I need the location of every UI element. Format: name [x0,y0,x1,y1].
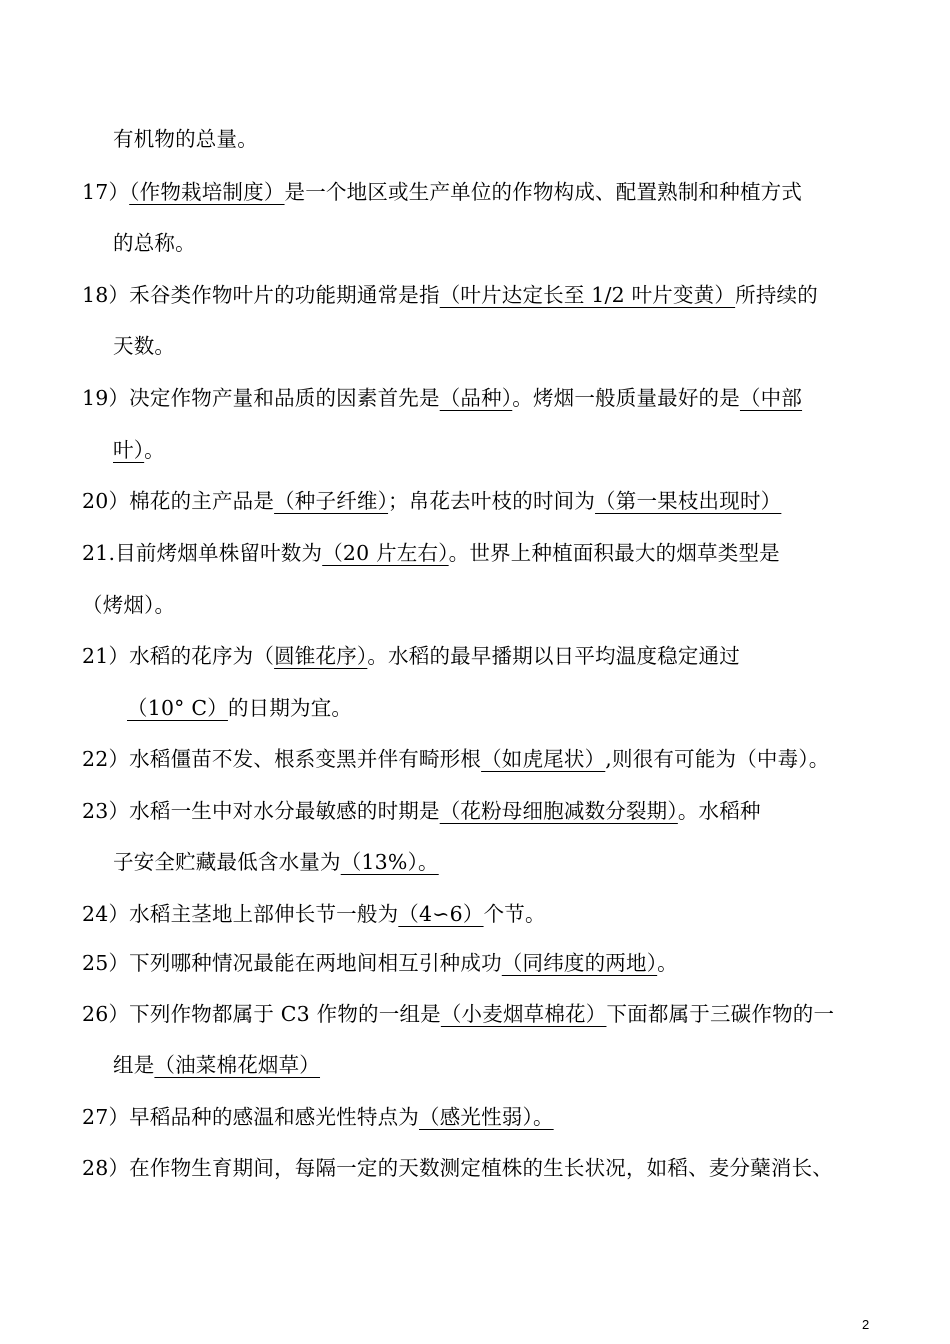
page-number: 2 [862,1317,870,1332]
text-segment: （烤烟）。 [82,593,176,617]
answer-underlined: （油菜棉花烟草） [154,1053,321,1077]
text-segment: 下面都属于三碳作物的一 [606,1002,835,1026]
text-line-3 [113,229,196,257]
text-line-11 [82,642,740,670]
answer-underlined: （感光性弱）。 [419,1105,554,1129]
answer-underlined: （叶片达定长至 1/2 叶片变黄） [439,283,736,307]
text-segment: 天数。 [113,334,176,358]
text-line-4 [82,281,818,309]
text-segment: 。 [144,438,165,462]
text-segment: 20）棉花的主产品是 [82,489,275,513]
text-line-19 [113,1051,320,1079]
text-segment: 所持续的 [735,283,818,307]
answer-underlined: 圆锥花序） [274,644,368,668]
text-line-12 [127,694,352,722]
text-line-1 [113,125,258,153]
text-segment: 23）水稻一生中对水分最敏感的时期是 [82,799,440,823]
text-segment: 有机物的总量。 [113,127,258,151]
answer-underlined: （20 片左右） [322,541,449,565]
text-line-21 [82,1154,833,1182]
text-segment: 22）水稻僵苗不发、根系变黑并伴有畸形根 [82,747,482,771]
text-segment: 。世界上种植面积最大的烟草类型是 [448,541,780,565]
text-segment: 17） [82,180,130,204]
answer-underlined: （花粉母细胞减数分裂期） [439,799,678,823]
text-line-16 [82,900,546,928]
answer-underlined: （13%）。 [340,850,439,874]
answer-underlined: （作物栽培制度） [129,180,285,204]
text-segment: 24）水稻主茎地上部伸长节一般为 [82,902,399,926]
text-line-20 [82,1103,554,1131]
text-line-14 [82,797,761,825]
text-segment: 21）水稻的花序为（ [82,644,275,668]
text-segment: 26）下列作物都属于 C3 作物的一组是 [82,1002,441,1026]
answer-underlined: （中部 [739,386,803,410]
text-line-18 [82,1000,834,1028]
text-segment: ；帛花去叶枝的时间为 [388,489,596,513]
text-line-10 [82,591,175,619]
answer-underlined: （4∽6） [398,902,484,926]
text-line-13 [82,745,829,773]
text-segment: 是一个地区或生产单位的作物构成、配置熟制和种植方式 [284,180,803,204]
text-line-6 [82,384,802,412]
text-segment: 组是 [113,1053,155,1077]
answer-underlined: （第一果枝出现时） [595,489,782,513]
answer-underlined: （小麦烟草棉花） [440,1002,607,1026]
text-segment: 个节。 [483,902,546,926]
text-segment: 18）禾谷类作物叶片的功能期通常是指 [82,283,440,307]
text-line-5 [113,332,175,360]
text-segment: 21.目前烤烟单株留叶数为 [82,541,323,565]
text-segment: 的总称。 [113,231,196,255]
text-segment: 28）在作物生育期间，每隔一定的天数测定植株的生长状况，如稻、麦分蘖消长、 [82,1156,833,1180]
text-line-9 [82,539,780,567]
text-segment: 19）决定作物产量和品质的因素首先是 [82,386,440,410]
answer-underlined: （种子纤维） [274,489,389,513]
text-segment: 。烤烟一般质量最好的是 [512,386,740,410]
text-segment: 。水稻种 [677,799,761,823]
text-line-7 [113,436,165,464]
text-segment: ,则很有可能为（中毒）。 [605,747,830,771]
text-segment: 子安全贮藏最低含水量为 [113,850,341,874]
text-segment: 。水稻的最早播期以日平均温度稳定通过 [367,644,740,668]
text-segment: 27）早稻品种的感温和感光性特点为 [82,1105,419,1129]
text-line-8 [82,487,781,515]
text-line-15 [113,848,439,876]
text-segment: 的日期为宜。 [227,696,353,720]
answer-underlined: （品种） [439,386,513,410]
text-segment: 25）下列哪种情况最能在两地间相互引种成功 [82,951,502,975]
text-line-2 [82,178,802,206]
answer-underlined: （同纬度的两地） [501,951,658,975]
answer-underlined: （10° C） [127,696,228,720]
answer-underlined: （如虎尾状） [481,747,606,771]
answer-underlined: 叶） [113,438,145,462]
text-segment: 。 [657,951,678,975]
text-line-17 [82,949,678,977]
